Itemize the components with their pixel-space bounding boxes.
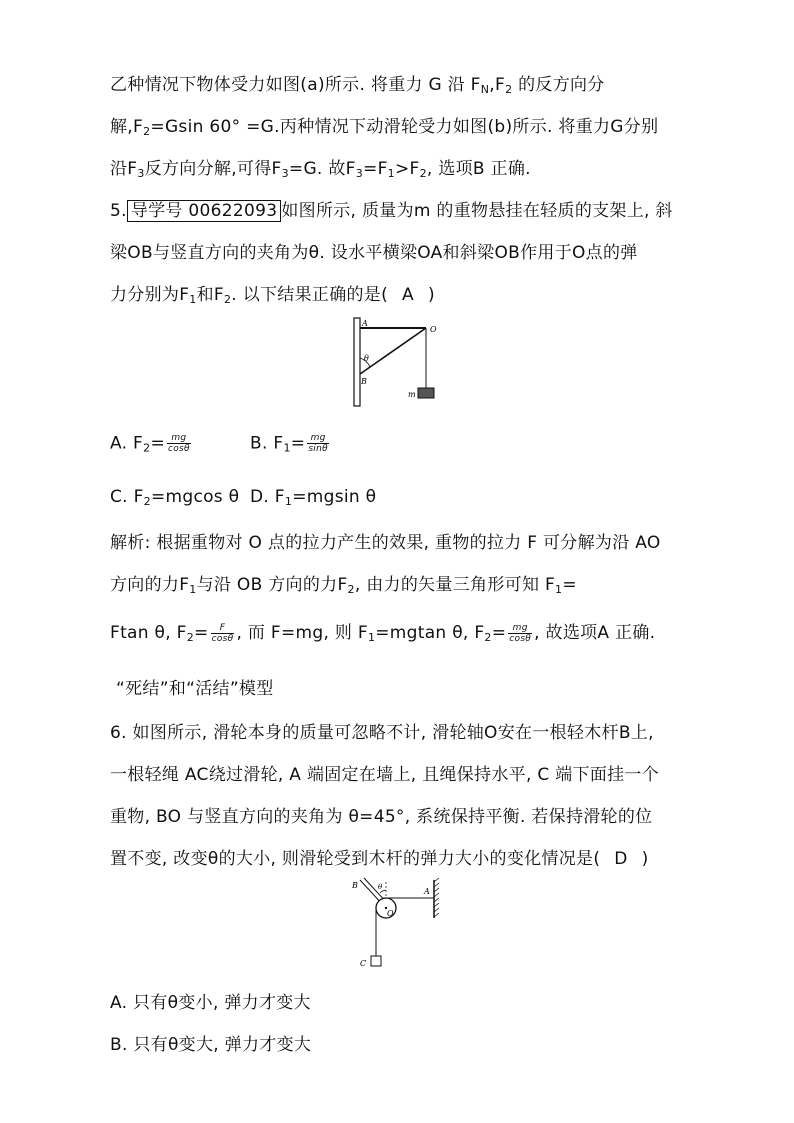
text-run: >F	[394, 159, 420, 179]
label-o: O	[430, 325, 437, 334]
text-run: =	[562, 575, 577, 595]
text-run: )	[641, 849, 649, 869]
text-run: =mgcos θ	[150, 487, 240, 507]
text-run: 的反方向分	[512, 75, 605, 95]
text-line	[110, 280, 435, 306]
text-line	[110, 238, 638, 263]
answer-choice: D	[614, 849, 628, 869]
label-b: B	[361, 377, 367, 386]
question-6-line	[110, 718, 654, 743]
fraction	[211, 623, 235, 644]
option-c	[110, 487, 239, 508]
subscript: 2	[419, 167, 427, 180]
text-run: =F	[363, 159, 388, 179]
subscript: 1	[555, 583, 563, 596]
subscript: 1	[284, 495, 293, 508]
subscript: 3	[355, 167, 364, 180]
option-label: C. F	[110, 487, 144, 507]
option-d	[250, 487, 376, 508]
text-run: =	[290, 433, 306, 454]
text-run: 和F	[196, 285, 224, 305]
analysis-line	[110, 570, 577, 596]
text-run: 一根轻绳 AC绕过滑轮, A 端固定在墙上, 且绳保持水平, C 端下面挂一个	[110, 765, 660, 785]
subscript: 2	[505, 83, 513, 96]
text-run: 置不变, 改变θ的大小, 则滑轮受到木杆的弹力大小的变化情况是(	[110, 849, 601, 869]
option-a	[110, 433, 193, 455]
text-run: 解,F	[110, 117, 144, 137]
label-b: B	[352, 881, 358, 890]
text-run: 方向的力F	[110, 575, 190, 595]
question-number: 5.	[110, 201, 127, 221]
guide-tag: 导学号 00622093	[127, 200, 282, 222]
q5-figure	[348, 314, 448, 410]
denominator: cosθ	[167, 444, 190, 454]
subscript: N	[480, 83, 490, 96]
denominator: sinθ	[308, 444, 328, 454]
option-label: B. F	[250, 433, 284, 454]
text-run: =G. 故F	[288, 159, 356, 179]
text-line	[110, 802, 652, 827]
text-run: =mgsin θ	[292, 487, 377, 507]
option-b	[110, 1030, 311, 1055]
subscript: 2	[186, 631, 195, 644]
text-run: 乙种情况下物体受力如图(a)所示. 将重力 G 沿 F	[110, 75, 481, 95]
text-run: Ftan θ, F	[110, 623, 187, 643]
subscript: 2	[484, 631, 492, 644]
fraction	[508, 623, 532, 644]
text-run: =	[194, 623, 209, 643]
subscript: 2	[143, 441, 151, 455]
denominator: cosθ	[211, 633, 234, 644]
label-theta: θ	[364, 354, 369, 363]
text-run: B. 只有θ变大, 弹力才变大	[110, 1035, 312, 1055]
subscript: 1	[189, 583, 197, 596]
label-m: m	[408, 390, 416, 399]
text-run: , 由力的矢量三角形可知 F	[354, 575, 556, 595]
text-run: )	[427, 285, 435, 305]
label-a: A	[424, 887, 430, 896]
text-run: =	[491, 623, 507, 643]
text-run: “死结”和“活结”模型	[116, 679, 274, 699]
option-label: A. F	[110, 433, 144, 454]
subscript: 1	[283, 441, 291, 455]
option-b	[250, 433, 331, 455]
subscript: 2	[223, 293, 232, 306]
option-a	[110, 988, 311, 1013]
subscript: 1	[367, 631, 376, 644]
analysis-line	[110, 618, 655, 644]
subscript: 1	[189, 293, 197, 306]
text-run: A. 只有θ变小, 弹力才变大	[110, 993, 311, 1013]
answer-choice: A	[402, 285, 414, 305]
text-line	[110, 112, 658, 138]
numerator: mg	[508, 623, 532, 634]
label-c: C	[360, 959, 367, 968]
fraction	[167, 433, 191, 454]
text-run: 与沿 OB 方向的力F	[196, 575, 348, 595]
label-theta: θ	[378, 883, 383, 891]
text-run: . 以下结果正确的是(	[231, 285, 389, 305]
denominator: cosθ	[509, 633, 532, 644]
text-line	[110, 154, 531, 180]
text-run: 梁OB与竖直方向的夹角为θ. 设水平横梁OA和斜梁OB作用于O点的弹	[110, 243, 638, 263]
numerator: mg	[167, 433, 191, 444]
text-run: 6. 如图所示, 滑轮本身的质量可忽略不计, 滑轮轴O安在一根轻木杆B上,	[110, 723, 654, 743]
weight	[418, 388, 434, 398]
section-title	[116, 674, 274, 699]
question-5-line	[110, 196, 673, 221]
text-run: 重物, BO 与竖直方向的夹角为 θ=45°, 系统保持平衡. 若保持滑轮的位	[110, 807, 653, 827]
weight-c	[371, 956, 381, 966]
text-run: , 选项B 正确.	[426, 159, 531, 179]
label-o: O	[387, 909, 394, 918]
text-run: =Gsin 60° =G.丙种情况下动滑轮受力如图(b)所示. 将重力G分别	[150, 117, 659, 137]
text-run: 如图所示, 质量为m 的重物悬挂在轻质的支架上, 斜	[281, 201, 673, 221]
text-run: , 故选项A 正确.	[534, 623, 656, 643]
text-run: 沿F	[110, 159, 138, 179]
text-run: =	[150, 433, 165, 454]
subscript: 3	[281, 167, 289, 180]
fraction	[307, 433, 329, 454]
subscript: 2	[143, 495, 151, 508]
wall	[354, 318, 360, 406]
text-line	[110, 70, 605, 96]
text-run: 力分别为F	[110, 285, 190, 305]
text-run: ,F	[489, 75, 506, 95]
text-run: 反方向分解,可得F	[144, 159, 282, 179]
text-run: 解析: 根据重物对 O 点的拉力产生的效果, 重物的拉力 F 可分解为沿 AO	[110, 533, 661, 553]
numerator: F	[211, 623, 235, 634]
text-line	[110, 844, 649, 869]
analysis-line	[110, 528, 661, 553]
text-run: , 而 F=mg, 则 F	[236, 623, 368, 643]
q6-figure	[350, 876, 450, 972]
beam-ob	[360, 328, 426, 374]
subscript: 1	[387, 167, 395, 180]
subscript: 3	[137, 167, 145, 180]
numerator: mg	[307, 433, 329, 444]
label-a: A	[362, 319, 368, 328]
text-run: =mgtan θ, F	[375, 623, 485, 643]
option-label: D. F	[250, 487, 285, 507]
text-line	[110, 760, 659, 785]
subscript: 2	[143, 125, 151, 138]
subscript: 2	[347, 583, 355, 596]
